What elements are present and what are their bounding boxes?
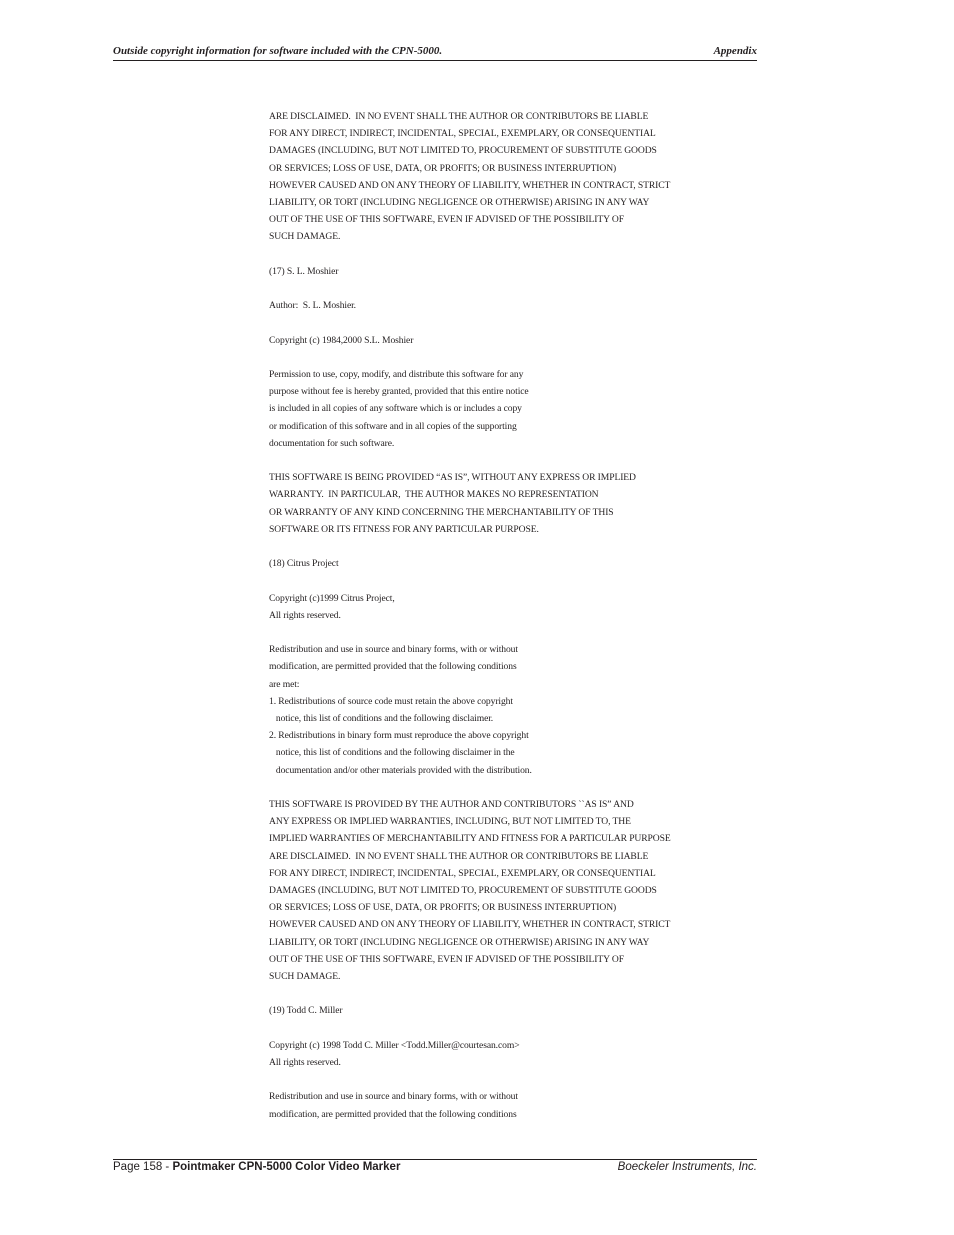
header-title: Outside copyright information for software included with the CPN-5000.	[113, 45, 443, 57]
text-line: is included in all copies of any software which is or includes a copy	[269, 403, 522, 415]
text-line: THIS SOFTWARE IS PROVIDED BY THE AUTHOR AND CONTRIBUTORS ``AS IS” AND	[269, 798, 634, 810]
paragraph	[269, 366, 749, 452]
text-line: are met:	[269, 678, 300, 690]
text-line: OR SERVICES; LOSS OF USE, DATA, OR PROFITS; OR BUSINESS INTERRUPTION)	[269, 162, 617, 174]
text-line: modification, are permitted provided that the following conditions	[269, 661, 517, 673]
text-line: 2. Redistributions in binary form must reproduce the above copyright	[269, 730, 529, 742]
text-line: LIABILITY, OR TORT (INCLUDING NEGLIGENCE OR OTHERWISE) ARISING IN ANY WAY	[269, 197, 650, 209]
page-footer	[113, 1159, 757, 1178]
paragraph	[269, 1088, 749, 1122]
text-line: Author: S. L. Moshier.	[269, 300, 356, 312]
text-line: HOWEVER CAUSED AND ON ANY THEORY OF LIABILITY, WHETHER IN CONTRACT, STRICT	[269, 179, 671, 191]
page-header	[113, 44, 757, 61]
text-line: modification, are permitted provided that the following conditions	[269, 1108, 517, 1120]
paragraph	[269, 263, 749, 280]
paragraph	[269, 590, 749, 624]
text-line: ANY EXPRESS OR IMPLIED WARRANTIES, INCLUDING, BUT NOT LIMITED TO, THE	[269, 816, 631, 828]
text-line: Copyright (c)1999 Citrus Project,	[269, 592, 395, 604]
text-line: All rights reserved.	[269, 609, 341, 621]
footer-page-info	[113, 1161, 400, 1173]
text-line: FOR ANY DIRECT, INDIRECT, INCIDENTAL, SPECIAL, EXEMPLARY, OR CONSEQUENTIAL	[269, 867, 656, 879]
text-line: purpose without fee is hereby granted, provided that this entire notice	[269, 386, 529, 398]
text-line: FOR ANY DIRECT, INDIRECT, INCIDENTAL, SPECIAL, EXEMPLARY, OR CONSEQUENTIAL	[269, 128, 656, 140]
text-line: SUCH DAMAGE.	[269, 231, 341, 243]
paragraph	[269, 108, 749, 246]
text-line: SUCH DAMAGE.	[269, 971, 341, 983]
document-body	[269, 108, 749, 1140]
text-line: 1. Redistributions of source code must retain the above copyright	[269, 695, 513, 707]
text-line: All rights reserved.	[269, 1057, 341, 1068]
paragraph	[269, 297, 749, 314]
text-line: THIS SOFTWARE IS BEING PROVIDED “AS IS”, WITHOUT ANY EXPRESS OR IMPLIED	[269, 472, 636, 484]
text-line: notice, this list of conditions and the following disclaimer.	[269, 712, 494, 724]
footer-company: Boeckeler Instruments, Inc.	[617, 1161, 757, 1173]
text-line: ARE DISCLAIMED. IN NO EVENT SHALL THE AUTHOR OR CONTRIBUTORS BE LIABLE	[269, 111, 649, 122]
text-line: Redistribution and use in source and binary forms, with or without	[269, 644, 518, 656]
text-line: Redistribution and use in source and binary forms, with or without	[269, 1091, 518, 1103]
text-line: SOFTWARE OR ITS FITNESS FOR ANY PARTICULAR PURPOSE.	[269, 523, 539, 535]
text-line: OUT OF THE USE OF THIS SOFTWARE, EVEN IF ADVISED OF THE POSSIBILITY OF	[269, 953, 624, 965]
paragraph	[269, 796, 749, 985]
paragraph	[269, 469, 749, 538]
text-line: OR SERVICES; LOSS OF USE, DATA, OR PROFITS; OR BUSINESS INTERRUPTION)	[269, 902, 617, 914]
text-line: OR WARRANTY OF ANY KIND CONCERNING THE MERCHANTABILITY OF THIS	[269, 506, 614, 518]
text-line: DAMAGES (INCLUDING, BUT NOT LIMITED TO, PROCUREMENT OF SUBSTITUTE GOODS	[269, 145, 657, 157]
text-line: WARRANTY. IN PARTICULAR, THE AUTHOR MAKES NO REPRESENTATION	[269, 489, 599, 501]
footer-product-name: Pointmaker CPN-5000 Color Video Marker	[172, 1161, 401, 1173]
text-line: documentation and/or other materials provided with the distribution.	[269, 764, 532, 776]
paragraph	[269, 641, 749, 779]
text-line: Permission to use, copy, modify, and distribute this software for any	[269, 368, 524, 380]
header-section: Appendix	[713, 45, 757, 57]
text-line: OUT OF THE USE OF THIS SOFTWARE, EVEN IF ADVISED OF THE POSSIBILITY OF	[269, 214, 624, 226]
text-line: notice, this list of conditions and the following disclaimer in the	[269, 747, 515, 759]
paragraph	[269, 1037, 749, 1071]
text-line: documentation for such software.	[269, 437, 395, 449]
text-line: Copyright (c) 1984,2000 S.L. Moshier	[269, 334, 414, 346]
paragraph	[269, 332, 749, 349]
paragraph	[269, 1002, 749, 1019]
text-line: HOWEVER CAUSED AND ON ANY THEORY OF LIABILITY, WHETHER IN CONTRACT, STRICT	[269, 919, 671, 931]
text-line: or modification of this software and in all copies of the supporting	[269, 420, 517, 432]
text-line: LIABILITY, OR TORT (INCLUDING NEGLIGENCE OR OTHERWISE) ARISING IN ANY WAY	[269, 936, 650, 948]
text-line: (18) Citrus Project	[269, 558, 339, 570]
text-line: (17) S. L. Moshier	[269, 265, 339, 277]
text-line: IMPLIED WARRANTIES OF MERCHANTABILITY AND FITNESS FOR A PARTICULAR PURPOSE	[269, 833, 671, 845]
text-line: (19) Todd C. Miller	[269, 1005, 343, 1017]
paragraph	[269, 555, 749, 572]
footer-page-number: Page 158 -	[113, 1161, 173, 1173]
text-line: ARE DISCLAIMED. IN NO EVENT SHALL THE AUTHOR OR CONTRIBUTORS BE LIABLE	[269, 850, 649, 862]
text-line: Copyright (c) 1998 Todd C. Miller <Todd.Miller@courtesan.com>	[269, 1039, 520, 1051]
text-line: DAMAGES (INCLUDING, BUT NOT LIMITED TO, PROCUREMENT OF SUBSTITUTE GOODS	[269, 885, 657, 896]
